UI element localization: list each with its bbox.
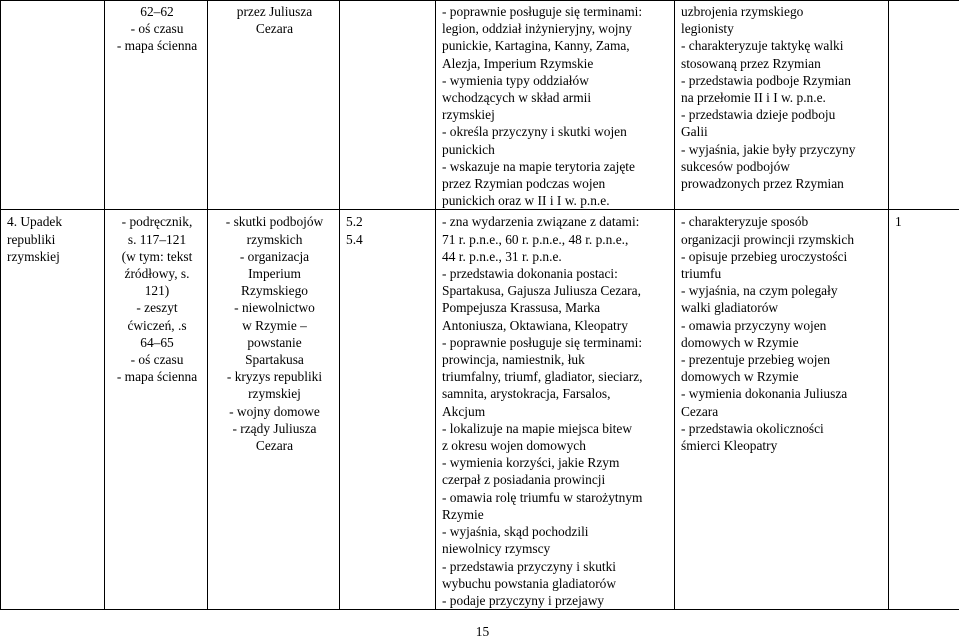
content-line: w Rzymie –	[242, 317, 307, 333]
requirement-line: - wyjaśnia, skąd pochodzili	[442, 524, 589, 540]
materials-line: 62–62	[140, 4, 174, 19]
extended-requirement-line: - charakteryzuje taktykę walki	[681, 38, 844, 54]
standard-code: 5.2	[346, 214, 363, 230]
extended-requirement-line: domowych w Rzymie	[681, 369, 799, 385]
content-line: - kryzys republiki	[226, 369, 323, 385]
requirement-line: - lokalizuje na mapie miejsca bitew	[442, 420, 632, 436]
topic-cell	[1, 1, 105, 210]
basic-requirements-cell	[436, 210, 675, 610]
requirement-line: 44 r. p.n.e., 31 r. p.n.e.	[442, 248, 562, 264]
extended-requirement-line: organizacji prowincji rzymskich	[681, 231, 855, 247]
requirement-line: Antoniusza, Oktawiana, Kleopatry	[442, 317, 628, 333]
extended-requirement-line: - omawia przyczyny wojen	[681, 317, 827, 333]
standards-cell	[340, 210, 436, 610]
extended-requirement-line: Galii	[681, 124, 708, 140]
materials-line: 64–65	[140, 334, 174, 350]
extended-requirement-line: legionisty	[681, 21, 734, 37]
extended-requirement-line: sukcesów podbojów	[681, 158, 790, 174]
table-row	[1, 1, 959, 210]
requirement-line: - zna wydarzenia związane z datami:	[442, 214, 640, 230]
requirement-line: Pompejusza Krassusa, Marka	[442, 300, 601, 316]
content-line: - niewolnictwo	[234, 300, 315, 316]
content-line: Spartakusa	[245, 352, 304, 368]
requirement-line: Rzymie	[442, 506, 484, 522]
hours-cell	[889, 1, 959, 210]
requirement-line: przez Rzymian podczas wojen	[442, 176, 606, 192]
page-number: 15	[475, 624, 490, 639]
content-line: - wojny domowe	[229, 403, 320, 419]
extended-requirement-line: - wyjaśnia, na czym polegały	[681, 283, 838, 299]
hours-value: 1	[895, 214, 902, 230]
standards-cell	[340, 1, 436, 210]
requirement-line: punickich	[442, 141, 495, 157]
requirement-line: - wskazuje na mapie terytoria zajęte	[442, 158, 635, 174]
content-line: powstanie	[247, 334, 302, 350]
requirement-line: - poprawnie posługuje się terminami:	[442, 334, 643, 350]
extended-requirement-line: stosowaną przez Rzymian	[681, 55, 821, 71]
materials-cell	[105, 210, 208, 610]
materials-line: (w tym: tekst	[121, 248, 193, 264]
requirement-line: Alezja, Imperium Rzymskie	[442, 55, 594, 71]
content-line: - rządy Juliusza	[232, 420, 317, 436]
materials-line: - zeszyt	[136, 300, 178, 316]
materials-line: - oś czasu	[130, 352, 184, 368]
requirement-line: punickich oraz w II i I w. p.n.e.	[442, 193, 610, 209]
requirement-line: - przedstawia dokonania postaci:	[442, 266, 618, 282]
extended-requirement-line: - wyjaśnia, jakie były przyczyny	[681, 141, 856, 157]
extended-requirement-line: - prezentuje przebieg wojen	[681, 352, 831, 368]
extended-requirement-line: walki gladiatorów	[681, 300, 779, 316]
extended-requirements-cell	[675, 210, 889, 610]
requirement-line: samnita, arystokracja, Farsalos,	[442, 386, 611, 402]
content-line: Cezara	[255, 21, 294, 37]
content-line: przez Juliusza	[236, 4, 313, 19]
content-line: rzymskiej	[248, 386, 301, 402]
content-line: Cezara	[255, 438, 294, 454]
extended-requirement-line: domowych w Rzymie	[681, 334, 799, 350]
standard-code: 5.4	[346, 231, 363, 247]
requirement-line: rzymskiej	[442, 107, 495, 123]
requirement-line: wchodzących w skład armii	[442, 90, 592, 106]
extended-requirement-line: prowadzonych przez Rzymian	[681, 176, 844, 192]
materials-line: źródłowy, s.	[124, 266, 190, 282]
extended-requirement-line: na przełomie II i I w. p.n.e.	[681, 90, 826, 106]
extended-requirement-line: Cezara	[681, 403, 719, 419]
content-line: - skutki podbojów	[225, 214, 324, 230]
basic-requirements-cell	[436, 1, 675, 210]
content-line: Imperium	[248, 266, 301, 282]
materials-line: - oś czasu	[130, 21, 184, 37]
materials-line: - mapa ścienna	[116, 369, 198, 385]
extended-requirement-line: triumfu	[681, 266, 722, 282]
content-line: rzymskich	[246, 231, 303, 247]
requirement-line: triumfalny, triumf, gladiator, sieciarz,	[442, 369, 643, 385]
content-line: Rzymskiego	[241, 283, 308, 299]
extended-requirement-line: - wymienia dokonania Juliusza	[681, 386, 848, 402]
requirement-line: z okresu wojen domowych	[442, 438, 586, 454]
requirement-line: - podaje przyczyny i przejawy	[442, 592, 605, 608]
content-cell	[208, 1, 340, 210]
topic-cell	[1, 210, 105, 610]
requirement-line: - poprawnie posługuje się terminami:	[442, 4, 643, 19]
requirement-line: - wymienia korzyści, jakie Rzym	[442, 455, 620, 471]
requirement-line: niewolnicy rzymscy	[442, 541, 551, 557]
extended-requirement-line: - charakteryzuje sposób	[681, 214, 809, 230]
extended-requirement-line: śmierci Kleopatry	[681, 438, 778, 454]
content-line: - organizacja	[239, 248, 310, 264]
requirement-line: punickie, Kartagina, Kanny, Zama,	[442, 38, 630, 54]
requirement-line: Spartakusa, Gajusza Juliusza Cezara,	[442, 283, 641, 299]
topic-line: 4. Upadek	[7, 214, 63, 230]
extended-requirement-line: - przedstawia podboje Rzymian	[681, 72, 851, 88]
materials-line: 121)	[144, 283, 170, 299]
requirement-line: wybuchu powstania gladiatorów	[442, 575, 617, 591]
requirement-line: - wymienia typy oddziałów	[442, 72, 589, 88]
requirement-line: - przedstawia przyczyny i skutki	[442, 558, 617, 574]
requirement-line: 71 r. p.n.e., 60 r. p.n.e., 48 r. p.n.e.,	[442, 231, 629, 247]
materials-cell	[105, 1, 208, 210]
topic-line: rzymskiej	[7, 248, 60, 264]
table-row	[1, 210, 959, 610]
materials-line: - mapa ścienna	[116, 38, 198, 54]
requirement-line: - omawia rolę triumfu w starożytnym	[442, 489, 643, 505]
topic-line: republiki	[7, 231, 56, 247]
extended-requirement-line: - przedstawia okoliczności	[681, 420, 824, 436]
requirement-line: - określa przyczyny i skutki wojen	[442, 124, 627, 140]
requirement-line: prowincja, namiestnik, łuk	[442, 352, 585, 368]
requirement-line: Akcjum	[442, 403, 486, 419]
extended-requirements-cell	[675, 1, 889, 210]
extended-requirement-line: - przedstawia dzieje podboju	[681, 107, 836, 123]
materials-line: s. 117–121	[127, 231, 187, 247]
content-cell	[208, 210, 340, 610]
materials-line: ćwiczeń, .s	[127, 317, 187, 333]
requirement-line: czerpał z posiadania prowincji	[442, 472, 606, 488]
requirement-line: legion, oddział inżynieryjny, wojny	[442, 21, 632, 37]
extended-requirement-line: - opisuje przebieg uroczystości	[681, 248, 848, 264]
hours-cell	[889, 210, 959, 610]
materials-line: - podręcznik,	[121, 214, 193, 230]
extended-requirement-line: uzbrojenia rzymskiego	[681, 4, 804, 19]
